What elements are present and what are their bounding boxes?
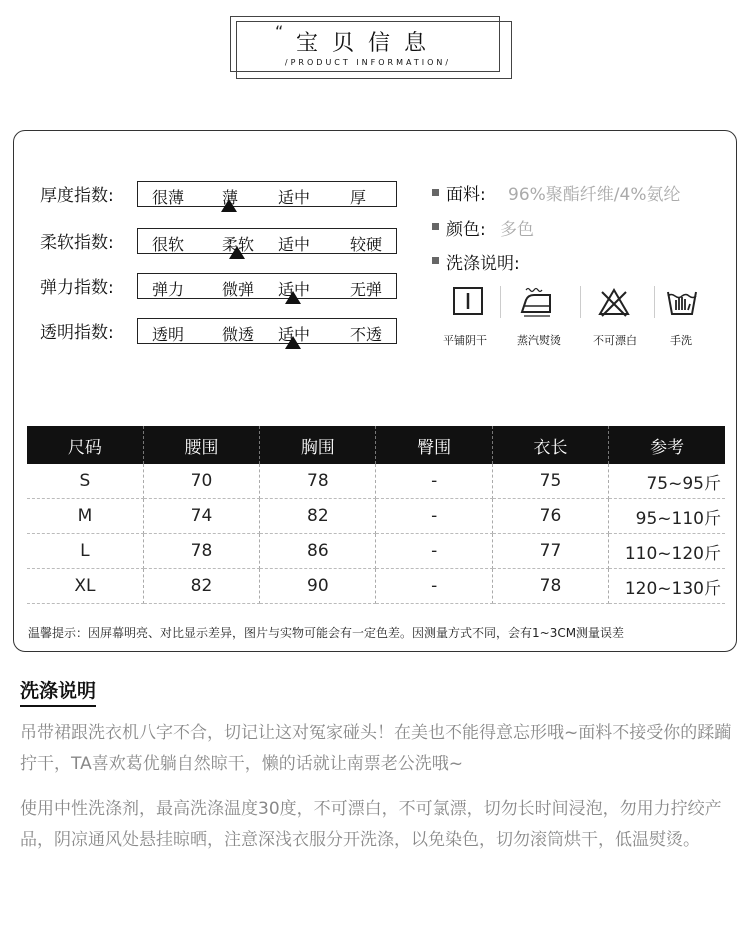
size-table xyxy=(27,426,725,604)
index-option: 微透 xyxy=(222,325,255,344)
page-title: 宝贝信息 xyxy=(295,31,440,56)
table-cell: XL xyxy=(27,569,143,604)
product-info-header xyxy=(230,16,515,72)
table-cell: 82 xyxy=(143,569,259,604)
wash-section-title: 洗涤说明 xyxy=(20,676,96,707)
table-cell: 75~95斤 xyxy=(609,464,725,499)
color-label: 颜色: xyxy=(446,220,486,240)
column-header: 参考 xyxy=(609,426,725,464)
table-cell: 86 xyxy=(260,534,376,569)
index-scale xyxy=(137,228,397,254)
selected-marker-icon xyxy=(285,336,301,349)
column-header: 臀围 xyxy=(376,426,492,464)
table-row xyxy=(27,569,725,604)
column-header: 衣长 xyxy=(492,426,608,464)
index-label: 弹力指数: xyxy=(40,278,114,298)
divider xyxy=(654,286,655,318)
index-option: 无弹 xyxy=(350,280,383,299)
index-option: 适中 xyxy=(278,235,311,254)
wash-paragraph-1: 吊带裙跟洗衣机八字不合，切记让这对冤家碰头！在美也不能得意忘形哦~面料不接受你的蹂躏拧干，TA喜欢葛优躺自然晾干，懒的话就让南票老公洗哦~ xyxy=(20,723,732,774)
index-label: 厚度指数: xyxy=(40,186,114,206)
measurement-tip: 温馨提示：因屏幕明亮、对比显示差异，图片与实物可能会有一定色差。因测量方式不同，会有1~3CM测量误差 xyxy=(28,626,625,640)
care-caption: 平铺阴干 xyxy=(443,334,487,347)
table-cell: 82 xyxy=(260,499,376,534)
index-option: 适中 xyxy=(278,325,311,344)
table-cell: 78 xyxy=(492,569,608,604)
index-option: 柔软 xyxy=(222,235,255,254)
index-option: 很薄 xyxy=(152,188,185,207)
index-scale xyxy=(137,318,397,344)
hand-wash-icon xyxy=(662,282,702,322)
index-option: 较硬 xyxy=(350,235,383,254)
bullet-square-icon xyxy=(432,189,439,196)
page-subtitle: /PRODUCT INFORMATION/ xyxy=(284,58,452,67)
table-cell: 78 xyxy=(260,464,376,499)
table-cell: 78 xyxy=(143,534,259,569)
selected-marker-icon xyxy=(221,199,237,212)
index-option: 适中 xyxy=(278,280,311,299)
bullet-square-icon xyxy=(432,257,439,264)
table-row xyxy=(27,499,725,534)
index-scale xyxy=(137,181,397,207)
table-header-row xyxy=(27,426,725,464)
index-option: 弹力 xyxy=(152,280,185,299)
table-cell: 110~120斤 xyxy=(609,534,725,569)
table-cell: - xyxy=(376,569,492,604)
wash-paragraph-2: 使用中性洗涤剂，最高洗涤温度30度，不可漂白，不可氯漂，切勿长时间浸泡，勿用力拧绞产品，阴凉通风处悬挂晾晒，注意深浅衣服分开洗涤，以免染色，切勿滚筒烘干，低温熨烫。 xyxy=(20,799,722,850)
table-cell: 77 xyxy=(492,534,608,569)
care-caption: 不可漂白 xyxy=(593,334,637,347)
fabric-value: 96%聚酯纤维/4%氨纶 xyxy=(508,185,681,205)
index-scale xyxy=(137,273,397,299)
index-option: 厚 xyxy=(350,188,367,207)
fabric-label: 面料: xyxy=(446,185,486,205)
table-cell: 74 xyxy=(143,499,259,534)
wash-label: 洗涤说明: xyxy=(446,254,520,274)
selected-marker-icon xyxy=(229,246,245,259)
care-caption: 手洗 xyxy=(670,334,692,347)
index-option: 很软 xyxy=(152,235,185,254)
index-label: 柔软指数: xyxy=(40,233,114,253)
table-row xyxy=(27,534,725,569)
index-option: 透明 xyxy=(152,325,185,344)
table-cell: 90 xyxy=(260,569,376,604)
divider xyxy=(580,286,581,318)
table-cell: L xyxy=(27,534,143,569)
bullet-square-icon xyxy=(432,223,439,230)
table-cell: 70 xyxy=(143,464,259,499)
column-header: 腰围 xyxy=(143,426,259,464)
table-cell: 76 xyxy=(492,499,608,534)
table-cell: - xyxy=(376,499,492,534)
index-option: 微弹 xyxy=(222,280,255,299)
index-option: 适中 xyxy=(278,188,311,207)
table-cell: 75 xyxy=(492,464,608,499)
column-header: 尺码 xyxy=(27,426,143,464)
table-cell: M xyxy=(27,499,143,534)
table-cell: 95~110斤 xyxy=(609,499,725,534)
care-caption: 蒸汽熨烫 xyxy=(517,334,561,347)
table-cell: - xyxy=(376,464,492,499)
table-cell: 120~130斤 xyxy=(609,569,725,604)
index-label: 透明指数: xyxy=(40,323,114,343)
table-cell: - xyxy=(376,534,492,569)
index-option: 不透 xyxy=(350,325,383,344)
column-header: 胸围 xyxy=(260,426,376,464)
table-cell: S xyxy=(27,464,143,499)
table-row xyxy=(27,464,725,499)
divider xyxy=(500,286,501,318)
no-bleach-icon xyxy=(594,282,634,322)
color-value: 多色 xyxy=(500,220,534,240)
quote-mark: “ xyxy=(275,22,284,41)
steam-iron-icon xyxy=(516,282,556,322)
flat-dry-shade-icon xyxy=(448,282,488,322)
selected-marker-icon xyxy=(285,291,301,304)
index-option: 薄 xyxy=(222,188,239,207)
